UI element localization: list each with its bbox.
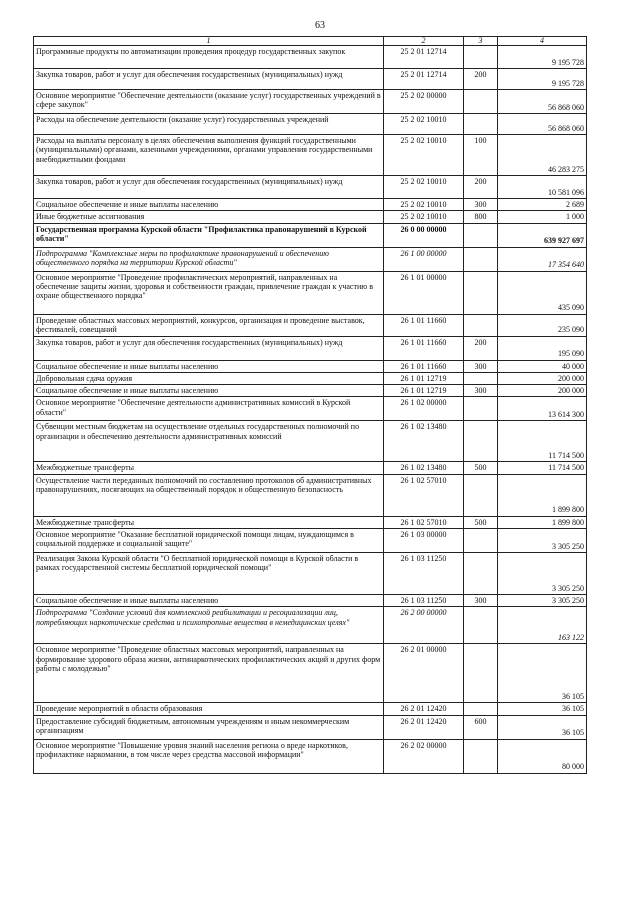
row-name: Реализация Закона Курской области "О бесплатной юридической помощи в Курской области в рамках государственной системы бесплатной юридической помощи" <box>34 553 384 595</box>
row-name: Государственная программа Курской области "Профилактика правонарушений в Курской области" <box>34 223 384 247</box>
row-code: 25 2 01 12714 <box>384 46 464 69</box>
row-amount: 3 305 250 <box>498 595 587 607</box>
row-name: Иные бюджетные ассигнования <box>34 211 384 223</box>
row-name: Предоставление субсидий бюджетным, автономным учреждениям и иным некоммерческим организациям <box>34 715 384 739</box>
row-code: 25 2 02 10010 <box>384 199 464 211</box>
table-row <box>34 90 587 114</box>
row-expense-type: 200 <box>464 336 498 360</box>
row-code: 26 1 03 11250 <box>384 553 464 595</box>
table-row <box>34 529 587 553</box>
row-name: Закупка товаров, работ и услуг для обеспечения государственных (муниципальных) нужд <box>34 336 384 360</box>
row-name: Расходы на выплаты персоналу в целях обеспечения выполнения функций государственными (муниципальными) органами, казенными учреждениями, органами управления государственными внебюджетными фондами <box>34 135 384 176</box>
row-code: 26 1 01 12719 <box>384 385 464 397</box>
row-name: Социальное обеспечение и иные выплаты населению <box>34 199 384 211</box>
table-row <box>34 360 587 372</box>
row-name: Социальное обеспечение и иные выплаты населению <box>34 360 384 372</box>
table-row <box>34 211 587 223</box>
row-name: Проведение областных массовых мероприятий, конкурсов, организация и проведение выставок, фестивалей, совещаний <box>34 314 384 336</box>
table-row <box>34 372 587 384</box>
row-amount: 639 927 697 <box>498 223 587 247</box>
row-amount: 1 000 <box>498 211 587 223</box>
table-row <box>34 474 587 516</box>
row-amount: 1 899 800 <box>498 516 587 528</box>
table-row <box>34 607 587 644</box>
table-row <box>34 114 587 135</box>
row-amount: 36 105 <box>498 644 587 703</box>
row-code: 26 2 01 12420 <box>384 715 464 739</box>
row-expense-type <box>464 421 498 462</box>
row-amount: 40 000 <box>498 360 587 372</box>
row-expense-type: 500 <box>464 462 498 474</box>
row-expense-type <box>464 703 498 715</box>
row-name: Социальное обеспечение и иные выплаты населению <box>34 595 384 607</box>
row-amount: 11 714 500 <box>498 421 587 462</box>
row-code: 26 1 02 00000 <box>384 397 464 421</box>
row-code: 26 1 02 13480 <box>384 421 464 462</box>
table-row <box>34 69 587 90</box>
row-code: 26 1 01 00000 <box>384 271 464 314</box>
row-expense-type <box>464 90 498 114</box>
row-amount: 3 305 250 <box>498 529 587 553</box>
table-row <box>34 715 587 739</box>
row-expense-type: 300 <box>464 199 498 211</box>
row-amount: 10 581 096 <box>498 176 587 199</box>
row-name: Субвенции местным бюджетам на осуществление отдельных государственных полномочий по организации и обеспечению деятельности административных комиссий <box>34 421 384 462</box>
row-code: 25 2 02 00000 <box>384 90 464 114</box>
row-name: Программные продукты по автоматизации проведения процедур государственных закупок <box>34 46 384 69</box>
header-col-3: 3 <box>464 37 498 46</box>
row-amount: 46 283 275 <box>498 135 587 176</box>
table-row <box>34 135 587 176</box>
row-name: Добровольная сдача оружия <box>34 372 384 384</box>
header-col-1: 1 <box>34 37 384 46</box>
row-amount: 2 689 <box>498 199 587 211</box>
row-amount: 9 195 728 <box>498 69 587 90</box>
table-row <box>34 385 587 397</box>
row-name: Основное мероприятие "Обеспечение деятельности (оказание услуг) государственных учреждений в сфере закупок" <box>34 90 384 114</box>
table-row <box>34 703 587 715</box>
row-code: 26 1 01 12719 <box>384 372 464 384</box>
row-expense-type <box>464 46 498 69</box>
row-code: 26 1 03 11250 <box>384 595 464 607</box>
table-row <box>34 595 587 607</box>
row-expense-type: 100 <box>464 135 498 176</box>
row-code: 26 2 00 00000 <box>384 607 464 644</box>
row-amount: 200 000 <box>498 385 587 397</box>
row-expense-type: 300 <box>464 385 498 397</box>
row-expense-type <box>464 474 498 516</box>
table-row <box>34 397 587 421</box>
table-row <box>34 516 587 528</box>
row-expense-type: 600 <box>464 715 498 739</box>
row-amount: 195 090 <box>498 336 587 360</box>
row-expense-type <box>464 644 498 703</box>
row-code: 25 2 02 10010 <box>384 176 464 199</box>
row-name: Основное мероприятие "Проведение профилактических мероприятий, направленных на обеспечение защиты жизни, здоровья и собственности граждан, привлечение граждан к участию в охране общественного порядка" <box>34 271 384 314</box>
row-code: 26 2 01 00000 <box>384 644 464 703</box>
row-name: Проведение мероприятий в области образования <box>34 703 384 715</box>
table-row <box>34 739 587 773</box>
row-expense-type <box>464 223 498 247</box>
row-amount: 1 899 800 <box>498 474 587 516</box>
page-number: 63 <box>315 20 325 31</box>
header-col-2: 2 <box>384 37 464 46</box>
table-row <box>34 336 587 360</box>
row-expense-type: 800 <box>464 211 498 223</box>
budget-table <box>33 36 587 774</box>
row-code: 25 2 02 10010 <box>384 114 464 135</box>
row-expense-type: 200 <box>464 69 498 90</box>
row-amount: 56 868 060 <box>498 90 587 114</box>
row-expense-type <box>464 247 498 271</box>
row-amount: 13 614 300 <box>498 397 587 421</box>
row-amount: 435 090 <box>498 271 587 314</box>
row-amount: 36 105 <box>498 703 587 715</box>
row-code: 26 1 00 00000 <box>384 247 464 271</box>
row-name: Расходы на обеспечение деятельности (оказание услуг) государственных учреждений <box>34 114 384 135</box>
row-name: Основное мероприятие "Повышение уровня знаний населения региона о вреде наркотиков, профилактике наркомании, в том числе через средства массовой информации" <box>34 739 384 773</box>
row-name: Основное мероприятие "Оказание бесплатной юридической помощи лицам, нуждающимся в социальной поддержке и социальной защите" <box>34 529 384 553</box>
row-code: 26 2 02 00000 <box>384 739 464 773</box>
row-amount: 80 000 <box>498 739 587 773</box>
row-name: Закупка товаров, работ и услуг для обеспечения государственных (муниципальных) нужд <box>34 69 384 90</box>
row-name: Подпрограмма "Комплексные меры по профилактике правонарушений и обеспечению общественного порядка на территории Курской области" <box>34 247 384 271</box>
header-col-4: 4 <box>498 37 587 46</box>
row-amount: 163 122 <box>498 607 587 644</box>
table-row <box>34 46 587 69</box>
row-name: Основное мероприятие "Обеспечение деятельности административных комиссий в Курской области" <box>34 397 384 421</box>
row-code: 26 1 01 11660 <box>384 336 464 360</box>
row-amount: 11 714 500 <box>498 462 587 474</box>
table-row <box>34 247 587 271</box>
row-name: Межбюджетные трансферты <box>34 516 384 528</box>
row-amount: 36 105 <box>498 715 587 739</box>
table-row <box>34 314 587 336</box>
row-expense-type <box>464 372 498 384</box>
row-name: Подпрограмма "Создание условий для комплексной реабилитации и ресоциализации лиц, потребляющих наркотические средства и психотропные вещества в немедицинских целях" <box>34 607 384 644</box>
table-row <box>34 223 587 247</box>
row-expense-type <box>464 607 498 644</box>
table-row <box>34 271 587 314</box>
row-name: Социальное обеспечение и иные выплаты населению <box>34 385 384 397</box>
table-row <box>34 553 587 595</box>
row-code: 26 1 01 11660 <box>384 360 464 372</box>
table-row <box>34 176 587 199</box>
row-name: Межбюджетные трансферты <box>34 462 384 474</box>
row-expense-type <box>464 114 498 135</box>
row-amount: 200 000 <box>498 372 587 384</box>
header-row <box>34 37 587 46</box>
row-amount: 3 305 250 <box>498 553 587 595</box>
row-name: Осуществление части переданных полномочий по составлению протоколов об административных правонарушениях, посягающих на общественный порядок и общественную безопасность <box>34 474 384 516</box>
table-row <box>34 644 587 703</box>
table-row <box>34 199 587 211</box>
row-expense-type <box>464 397 498 421</box>
row-code: 25 2 02 10010 <box>384 211 464 223</box>
row-expense-type: 300 <box>464 360 498 372</box>
row-code: 26 1 02 57010 <box>384 516 464 528</box>
row-expense-type <box>464 553 498 595</box>
row-expense-type <box>464 739 498 773</box>
row-code: 26 1 01 11660 <box>384 314 464 336</box>
row-amount: 56 868 060 <box>498 114 587 135</box>
row-expense-type: 300 <box>464 595 498 607</box>
row-code: 26 1 03 00000 <box>384 529 464 553</box>
row-code: 26 1 02 13480 <box>384 462 464 474</box>
row-code: 26 1 02 57010 <box>384 474 464 516</box>
row-expense-type <box>464 529 498 553</box>
table-row <box>34 462 587 474</box>
row-amount: 17 354 640 <box>498 247 587 271</box>
row-amount: 9 195 728 <box>498 46 587 69</box>
row-code: 25 2 01 12714 <box>384 69 464 90</box>
row-code: 26 0 00 00000 <box>384 223 464 247</box>
row-code: 25 2 02 10010 <box>384 135 464 176</box>
row-amount: 235 090 <box>498 314 587 336</box>
row-expense-type: 500 <box>464 516 498 528</box>
row-code: 26 2 01 12420 <box>384 703 464 715</box>
table-row <box>34 421 587 462</box>
row-name: Закупка товаров, работ и услуг для обеспечения государственных (муниципальных) нужд <box>34 176 384 199</box>
row-expense-type <box>464 314 498 336</box>
row-name: Основное мероприятие "Проведение областных массовых мероприятий, направленных на формирование здорового образа жизни, антинаркотических профилактических акций и других форм работы с молодежью" <box>34 644 384 703</box>
row-expense-type: 200 <box>464 176 498 199</box>
row-expense-type <box>464 271 498 314</box>
